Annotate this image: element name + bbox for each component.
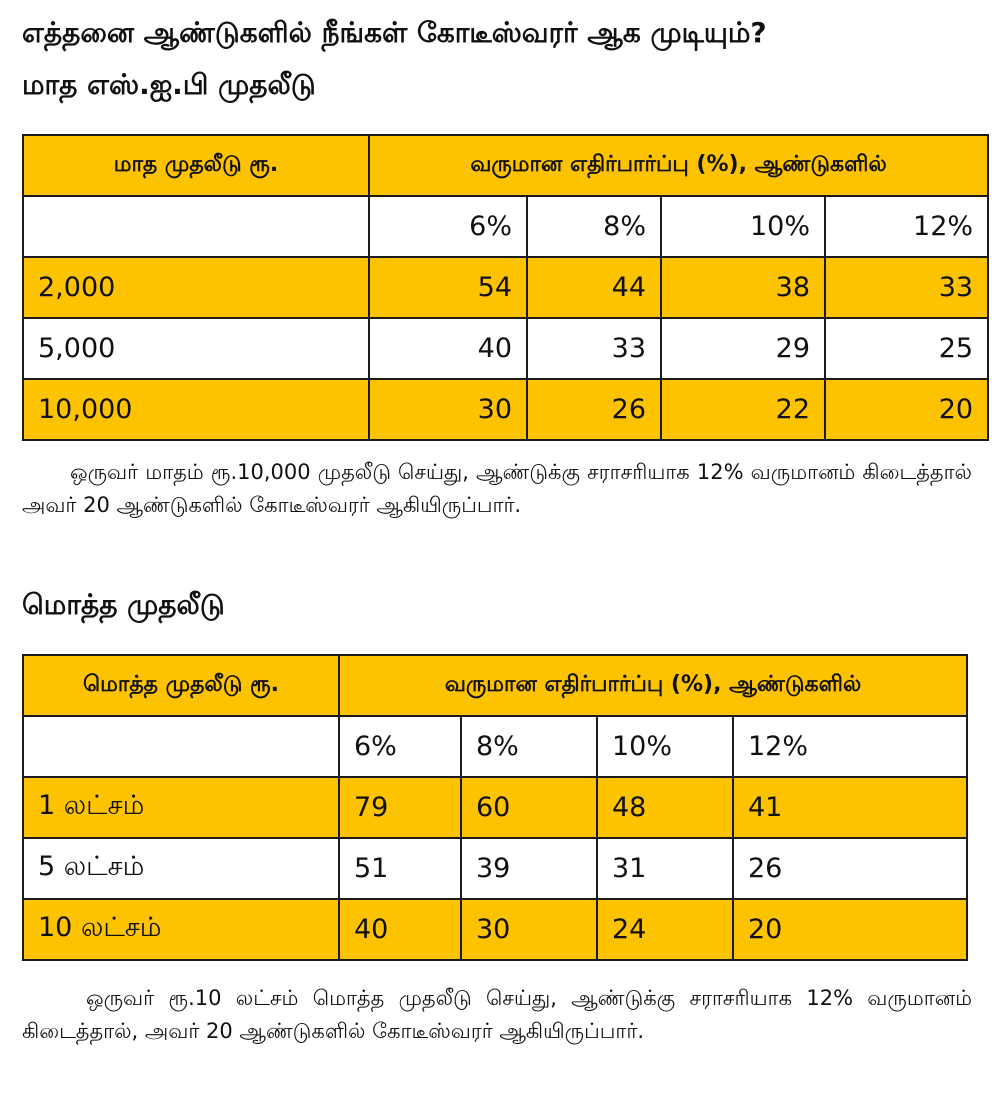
column-header-amount: மொத்த முதலீடு ரூ.	[23, 655, 339, 716]
years-cell: 29	[661, 318, 825, 379]
years-cell: 30	[461, 899, 597, 960]
section-title-lump-sum: மொத்த முதலீடு	[22, 588, 225, 621]
table-row	[23, 257, 988, 318]
page-title: எத்தனை ஆண்டுகளில் நீங்கள் கோடீஸ்வரர் ஆக முடியும்?	[22, 16, 767, 49]
rate-cell: 12%	[825, 196, 988, 257]
years-cell: 79	[339, 777, 461, 838]
section-title-monthly-sip: மாத எஸ்.ஐ.பி முதலீடு	[22, 68, 316, 101]
amount-cell: 2,000	[23, 257, 369, 318]
empty-cell	[23, 196, 369, 257]
years-cell: 26	[527, 379, 661, 440]
table-header-row	[23, 135, 988, 196]
monthly-sip-table	[22, 134, 989, 441]
table-row	[23, 899, 967, 960]
years-cell: 33	[825, 257, 988, 318]
years-cell: 20	[733, 899, 967, 960]
table-row	[23, 379, 988, 440]
column-header-amount: மாத முதலீடு ரூ.	[23, 135, 369, 196]
years-cell: 39	[461, 838, 597, 899]
rate-cell: 10%	[597, 716, 733, 777]
years-cell: 25	[825, 318, 988, 379]
years-cell: 24	[597, 899, 733, 960]
rate-cell: 8%	[527, 196, 661, 257]
years-cell: 31	[597, 838, 733, 899]
amount-cell: 1 லட்சம்	[23, 777, 339, 838]
years-cell: 41	[733, 777, 967, 838]
years-cell: 30	[369, 379, 527, 440]
years-cell: 26	[733, 838, 967, 899]
years-cell: 54	[369, 257, 527, 318]
note-lump-sum: ஒருவர் ரூ.10 லட்சம் மொத்த முதலீடு செய்து, ஆண்டுக்கு சராசரியாக 12% வருமானம் கிடைத்தால், அவர் 20 ஆண்டுகளில் கோடீஸ்வரர் ஆகியிருப்பார்.	[22, 986, 972, 1043]
rate-row	[23, 716, 967, 777]
years-cell: 33	[527, 318, 661, 379]
rate-row	[23, 196, 988, 257]
table-header-row	[23, 655, 967, 716]
rate-cell: 10%	[661, 196, 825, 257]
years-cell: 60	[461, 777, 597, 838]
years-cell: 44	[527, 257, 661, 318]
amount-cell: 5,000	[23, 318, 369, 379]
rate-cell: 6%	[369, 196, 527, 257]
years-cell: 22	[661, 379, 825, 440]
amount-cell: 5 லட்சம்	[23, 838, 339, 899]
amount-cell: 10 லட்சம்	[23, 899, 339, 960]
years-cell: 20	[825, 379, 988, 440]
years-cell: 48	[597, 777, 733, 838]
column-header-returns: வருமான எதிர்பார்ப்பு (%), ஆண்டுகளில்	[369, 135, 988, 196]
lump-sum-table	[22, 654, 968, 961]
table-row	[23, 838, 967, 899]
years-cell: 51	[339, 838, 461, 899]
rate-cell: 12%	[733, 716, 967, 777]
years-cell: 40	[369, 318, 527, 379]
amount-cell: 10,000	[23, 379, 369, 440]
note-monthly-sip: ஒருவர் மாதம் ரூ.10,000 முதலீடு செய்து, ஆண்டுக்கு சராசரியாக 12% வருமானம் கிடைத்தால் அவர் 20 ஆண்டுகளில் கோடீஸ்வரர் ஆகியிருப்பார்.	[22, 460, 972, 517]
column-header-returns: வருமான எதிர்பார்ப்பு (%), ஆண்டுகளில்	[339, 655, 967, 716]
table-row	[23, 777, 967, 838]
empty-cell	[23, 716, 339, 777]
rate-cell: 6%	[339, 716, 461, 777]
rate-cell: 8%	[461, 716, 597, 777]
years-cell: 40	[339, 899, 461, 960]
years-cell: 38	[661, 257, 825, 318]
table-row	[23, 318, 988, 379]
